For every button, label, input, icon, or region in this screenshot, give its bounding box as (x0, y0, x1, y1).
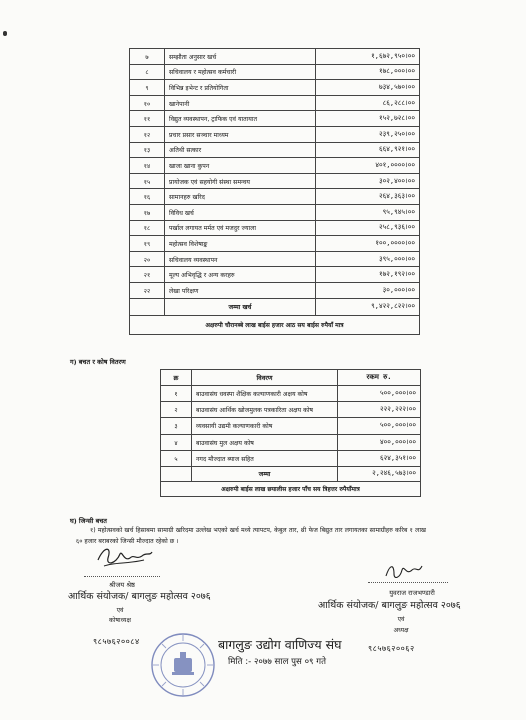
expenses-amount: ८६,२८८।०० (316, 95, 420, 111)
document-date: मिति :- २०७७ साल पुस ०९ गते (228, 657, 326, 667)
reserve-amount: ६२४,३५१।०० (338, 450, 421, 466)
reserve-desc: बाउवासंघ धवस्पा शैक्षिक कल्याणकारी अक्षय कोष (192, 386, 338, 402)
expenses-desc: विभिन्न इभेन्ट र प्रतियोगिता (165, 80, 316, 96)
reserve-sn: ५ (161, 450, 192, 466)
expenses-amount: ६६४,९२१।०० (316, 142, 420, 158)
expenses-desc: अतिथी सत्कार (165, 142, 316, 158)
reserve-sn: ४ (161, 434, 192, 450)
expenses-amount: १७२,१९२।०० (316, 267, 420, 283)
reserve-amount: ५००,०००।०० (338, 386, 421, 402)
inventory-text: १) महोत्सवको खर्च हिसाबमा सामाग्री खरिदमा उल्लेख भएको खर्च मध्ये त्यापटप, केबुल तार, थ्री फेज बिद्युत तार लगायतका सामाग्रीहरु करिब १ लाख ६० हजार बराबरको जिन्सी मौज्दात रहेको छ । (76, 527, 426, 545)
col-amount-header: रकम रु. (338, 370, 421, 386)
reserve-row (161, 386, 421, 402)
expenses-row (130, 173, 420, 189)
expenses-row (130, 251, 420, 267)
expenses-sn: ८ (130, 64, 165, 80)
expenses-desc: खाजा खाना कुपन (165, 158, 316, 174)
expenses-desc: सम्झौता अनुसार खर्च (165, 49, 316, 65)
right-signatory-role: आर्थिक संयोजक/ बागलुङ महोत्सव २०७६ (318, 600, 461, 611)
expenses-amount: ३०,०००।०० (316, 282, 420, 298)
signature-line-left (84, 576, 160, 577)
right-signatory-role3: अध्यक्ष (393, 627, 409, 634)
expenses-desc: प्रचार प्रसार सञ्चार माध्यम (165, 126, 316, 142)
reserve-amount: ५००,०००।०० (338, 418, 421, 434)
reserve-sn: ३ (161, 418, 192, 434)
reserve-total-in-words: अक्षरुपी बाईस लाख छयालीस हजार पाँच सय त्रिहत्तर रुपैयाँमात्र (161, 481, 421, 496)
expenses-desc: खानेपानी (165, 95, 316, 111)
expense-words-row (130, 315, 420, 334)
expenses-sn: १५ (130, 173, 165, 189)
organization-name: बागलुङ उद्योग वाणिज्य संघ (218, 637, 342, 652)
reserve-header-row (161, 370, 421, 386)
signature-line-right (368, 582, 448, 583)
right-signatory-name: युवराज राजभण्डारी (389, 589, 435, 597)
expenses-amount: १५२,७२८।०० (316, 111, 420, 127)
expenses-amount: १,६७२,९५०।०० (316, 49, 420, 65)
expenses-row (130, 158, 420, 174)
expenses-amount: ३०२,४००।०० (316, 173, 420, 189)
reserve-amount: २२२,२२२।०० (338, 402, 421, 418)
expenses-desc: महोत्सव विशेषाङ्क (165, 236, 316, 252)
reserve-total-amount: २,२४६,५७३।०० (338, 466, 421, 481)
signature-left (94, 540, 156, 572)
col-desc-header: विवरण (192, 370, 338, 386)
reserve-sn: १ (161, 386, 192, 402)
expenses-row (130, 204, 420, 220)
expenses-desc: सामानहरु खरिद (165, 189, 316, 205)
expenses-sn: १४ (130, 158, 165, 174)
left-signatory-role: आर्थिक संयोजक/ बागलुङ महोत्सव २०७६ (68, 591, 211, 602)
expenses-sn: १९ (130, 236, 165, 252)
expenses-amount: ७३४,५७०।०० (316, 80, 420, 96)
reserve-sn: २ (161, 402, 192, 418)
expenses-row (130, 126, 420, 142)
expenses-desc: विविध खर्च (165, 204, 316, 220)
left-signatory-role2: एवं (116, 607, 124, 614)
expense-total-amount: ९,४२२,८२२।०० (316, 298, 420, 315)
expenses-sn: ७ (130, 49, 165, 65)
expenses-row (130, 64, 420, 80)
ink-speck (3, 31, 7, 36)
expenses-row (130, 80, 420, 96)
col-sn-header: क्र (161, 370, 192, 386)
expense-total-label: जम्मा खर्च (165, 298, 316, 315)
expenses-sn: २१ (130, 267, 165, 283)
expenses-sn: १२ (130, 126, 165, 142)
expenses-desc: प्रायोजक एवं सहयोगी संस्था समन्वय (165, 173, 316, 189)
left-signatory-phone: ९८५७६२००८४ (93, 637, 140, 646)
reserve-desc: नगद मौज्दात ब्याज सहित (192, 450, 338, 466)
expenses-row (130, 236, 420, 252)
organization-seal-stamp (150, 632, 216, 698)
expenses-row (130, 267, 420, 283)
expenses-amount: १७८,०००।०० (316, 64, 420, 80)
expenses-desc: सचिवालय र महोत्सव कर्मचारी (165, 64, 316, 80)
reserve-total-row (161, 466, 421, 481)
reserve-desc: बाउवासंघ मुल अक्षय कोष (192, 434, 338, 450)
expenses-row (130, 282, 420, 298)
reserve-total-label: जम्मा (192, 466, 338, 481)
expense-total-in-words: अक्षरुपी चौरानब्बे लाख बाईस हजार आठ सय बाईस रुपैयाँ मात्र (130, 315, 420, 334)
left-signatory-role3: कोषाध्यक्ष (109, 617, 131, 624)
right-signatory-phone: ९८५७६२००६२ (368, 644, 415, 653)
expenses-sn: २२ (130, 282, 165, 298)
expenses-sn: १३ (130, 142, 165, 158)
expenses-sn: १७ (130, 204, 165, 220)
expenses-desc: सचिवालय व्यवस्थापन (165, 251, 316, 267)
expenses-desc: लेखा परिक्षण (165, 282, 316, 298)
expenses-sn: ११ (130, 111, 165, 127)
expenses-sn: १८ (130, 220, 165, 236)
expenses-sn: १० (130, 95, 165, 111)
signature-right (382, 560, 424, 582)
expenses-amount: २६४,३६३।०० (316, 189, 420, 205)
expense-table (129, 48, 420, 335)
expenses-amount: २३९,२५०।०० (316, 126, 420, 142)
expenses-row (130, 111, 420, 127)
reserve-words-row (161, 481, 421, 496)
expenses-row (130, 189, 420, 205)
expenses-sn: २० (130, 251, 165, 267)
reserve-heading: ग) बचत र कोष वितरण (70, 358, 126, 366)
reserve-row (161, 402, 421, 418)
right-signatory-role2: एवं (397, 616, 405, 623)
expenses-amount: २५८,९३६।०० (316, 220, 420, 236)
expense-total-row (130, 298, 420, 315)
expenses-row (130, 220, 420, 236)
expenses-row (130, 95, 420, 111)
expenses-amount: ३९५,०००।०० (316, 251, 420, 267)
expenses-amount: ४०१,००००।०० (316, 158, 420, 174)
expenses-amount: ९५,९४५।०० (316, 204, 420, 220)
expenses-sn: १६ (130, 189, 165, 205)
expenses-sn: ९ (130, 80, 165, 96)
left-signatory-name: श्रीजय श्रेष्ठ (109, 581, 135, 589)
reserve-table (160, 369, 421, 497)
inventory-heading: घ) जिन्सी बचत (70, 517, 107, 525)
expenses-desc: पर्खाल लगायत मर्मत एवं मजदुर ज्याला (165, 220, 316, 236)
reserve-desc: व्यवसायी उद्यमी कल्याणकारी कोष (192, 418, 338, 434)
reserve-row (161, 434, 421, 450)
reserve-row (161, 450, 421, 466)
expenses-row (130, 49, 420, 65)
reserve-desc: बाउवासंघ आर्थिक खोजमुलक पत्रकारिता अक्षय कोष (192, 402, 338, 418)
expenses-desc: विद्युत व्यवस्थापन, ट्राफिक एवं यातायात (165, 111, 316, 127)
reserve-row (161, 418, 421, 434)
expenses-amount: १००,००००।०० (316, 236, 420, 252)
expenses-row (130, 142, 420, 158)
reserve-amount: ४००,०००।०० (338, 434, 421, 450)
expenses-desc: मूल्य अभिवृद्धि र अन्य करहरु (165, 267, 316, 283)
